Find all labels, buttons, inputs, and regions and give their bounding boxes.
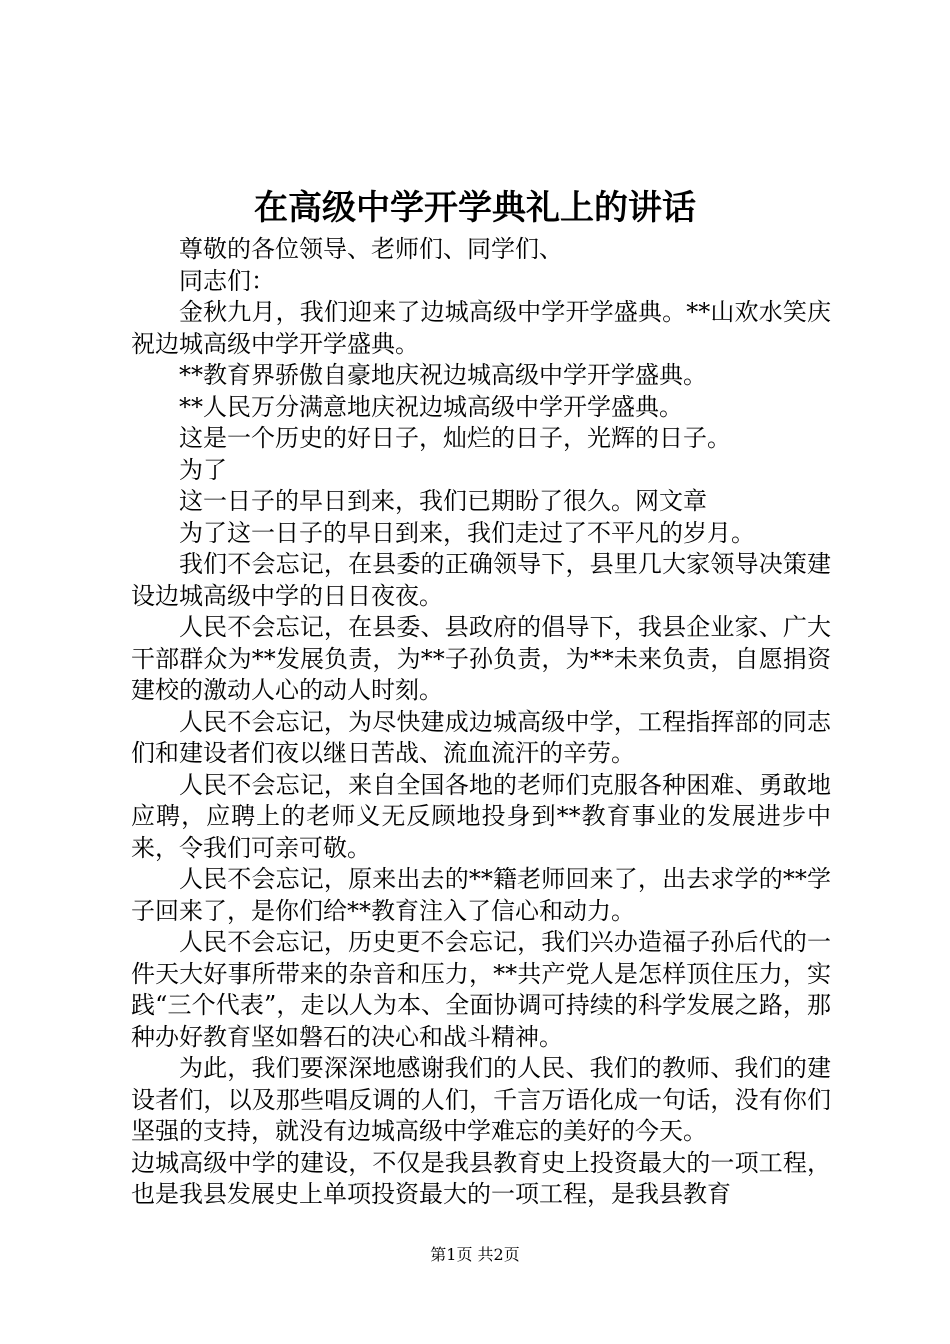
salutation-line: 尊敬的各位领导、老师们、同学们、 bbox=[179, 235, 563, 263]
body-paragraph: **人民万分满意地庆祝边城高级中学开学盛典。 bbox=[179, 392, 683, 421]
page-number-footer: 第1页 共2页 bbox=[430, 1245, 520, 1264]
body-paragraph: 为此，我们要深深地感谢我们的人民、我们的教师、我们的建设者们，以及那些唱反调的人们，千言万语化成一句话，没有你们坚强的支持，就没有边城高级中学难忘的美好的今天。 bbox=[131, 1054, 831, 1145]
body-paragraph: 人民不会忘记，为尽快建成边城高级中学，工程指挥部的同志们和建设者们夜以继日苦战、流血流汗的辛劳。 bbox=[131, 707, 831, 767]
body-paragraph: 为了这一日子的早日到来，我们走过了不平凡的岁月。 bbox=[179, 518, 755, 547]
body-paragraph: 为了 bbox=[179, 455, 227, 484]
salutation-line: 同志们： bbox=[179, 266, 275, 295]
body-paragraph: 金秋九月，我们迎来了边城高级中学开学盛典。**山欢水笑庆祝边城高级中学开学盛典。 bbox=[131, 298, 831, 358]
document-title: 在高级中学开学典礼上的讲话 bbox=[254, 188, 696, 228]
body-paragraph: 人民不会忘记，在县委、县政府的倡导下，我县企业家、广大干部群众为**发展负责，为**子孙负责，为**未来负责，自愿捐资建校的激动人心的动人时刻。 bbox=[131, 613, 831, 704]
body-paragraph: 人民不会忘记，历史更不会忘记，我们兴办造福子孙后代的一件天大好事所带来的杂音和压力，**共产党人是怎样顶住压力，实践“三个代表”，走以人为本、全面协调可持续的科学发展之路，那种办好教育坚如磐石的决心和战斗精神。 bbox=[131, 928, 831, 1051]
body-paragraph: 边城高级中学的建设，不仅是我县教育史上投资最大的一项工程，也是我县发展史上单项投资最大的一项工程，是我县教育 bbox=[131, 1148, 831, 1208]
body-paragraph: 我们不会忘记，在县委的正确领导下，县里几大家领导决策建设边城高级中学的日日夜夜。 bbox=[131, 550, 831, 610]
body-paragraph: **教育界骄傲自豪地庆祝边城高级中学开学盛典。 bbox=[179, 361, 707, 389]
body-paragraph: 这是一个历史的好日子，灿烂的日子，光辉的日子。 bbox=[179, 424, 731, 452]
body-paragraph: 这一日子的早日到来，我们已期盼了很久。网文章 bbox=[179, 487, 707, 515]
body-paragraph: 人民不会忘记，来自全国各地的老师们克服各种困难、勇敢地应聘，应聘上的老师义无反顾地投身到**教育事业的发展进步中来，令我们可亲可敬。 bbox=[131, 770, 831, 862]
document-body bbox=[131, 234, 831, 1211]
body-paragraph: 人民不会忘记，原来出去的**籍老师回来了，出去求学的**学子回来了，是你们给**教育注入了信心和动力。 bbox=[131, 865, 831, 925]
